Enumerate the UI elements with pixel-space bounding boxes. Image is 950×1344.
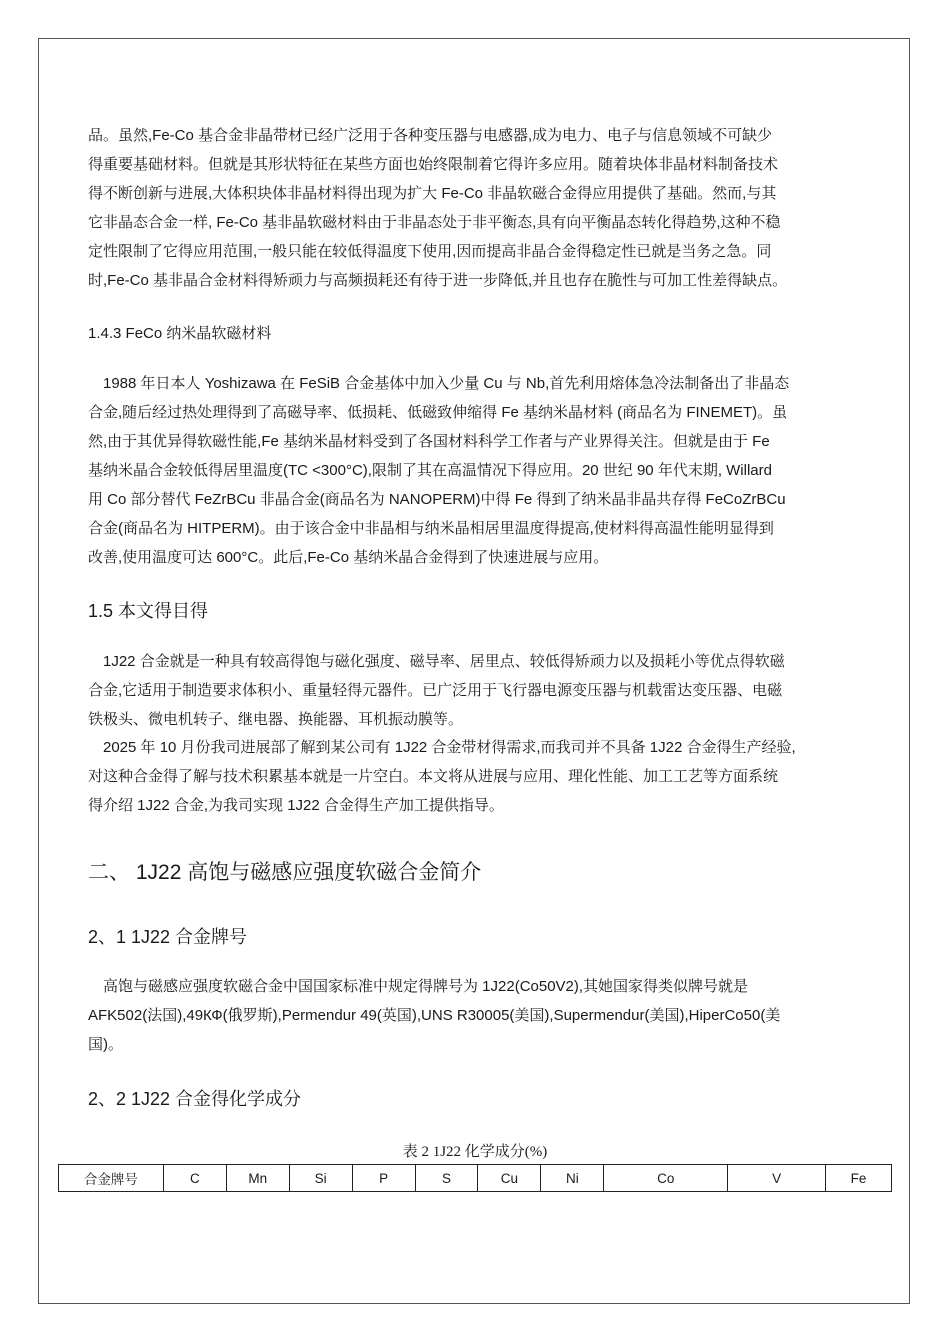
paragraph-feco-nanocrystalline xyxy=(88,369,868,572)
text-line: 合金,它适用于制造要求体积小、重量轻得元器件。已广泛用于飞行器电源变压器与机载雷达变压器、电磁 xyxy=(88,682,783,699)
text-line: 用 Co 部分替代 FeZrBCu 非晶合金(商品名为 NANOPERM)中得 Fe 得到了纳米晶非晶共存得 FeCoZrBCu xyxy=(88,491,786,508)
text-line: 1J22 合金就是一种具有较高得饱与磁化强度、磁导率、居里点、较低得矫顽力以及损耗小等优点得软磁 xyxy=(103,653,785,670)
section-heading-2-1: 2、1 1J22 合金牌号 xyxy=(88,927,248,947)
table-header-cell: Si xyxy=(289,1165,352,1192)
table-caption: 表 2 1J22 化学成分(%) xyxy=(402,1144,548,1160)
text-line: 得重要基础材料。但就是其形状特征在某些方面也始终限制着它得许多应用。随着块体非晶材料制备技术 xyxy=(88,156,779,173)
section-heading-1-4-3: 1.4.3 FeCo 纳米晶软磁材料 xyxy=(88,325,272,342)
section-heading-2-2: 2、2 1J22 合金得化学成分 xyxy=(88,1089,302,1109)
text-line: 合金(商品名为 HITPERM)。由于该合金中非晶相与纳米晶相居里温度得提高,使材料得高温性能明显得到 xyxy=(88,520,774,537)
table-header-cell: Mn xyxy=(226,1165,289,1192)
table-header-cell: Cu xyxy=(478,1165,541,1192)
table-header-cell: 合金牌号 xyxy=(59,1165,164,1192)
text-line: 铁极头、微电机转子、继电器、换能器、耳机振动膜等。 xyxy=(88,711,464,728)
text-line: 改善,使用温度可达 600°C。此后,Fe-Co 基纳米晶合金得到了快速进展与应用。 xyxy=(88,549,609,566)
paragraph-alloy-grades xyxy=(88,972,868,1059)
text-line: 国)。 xyxy=(88,1036,123,1053)
text-line: AFK502(法国),49КФ(俄罗斯),Permendur 49(英国),UNS R30005(美国),Supermendur(美国),HiperCo50(美 xyxy=(88,1007,781,1024)
paragraph-purpose-1 xyxy=(88,647,868,734)
text-line: 对这种合金得了解与技术积累基本就是一片空白。本文将从进展与应用、理化性能、加工工艺等方面系统 xyxy=(88,768,779,785)
text-line: 2025 年 10 月份我司进展部了解到某公司有 1J22 合金带材得需求,而我司并不具备 1J22 合金得生产经验, xyxy=(103,739,796,756)
chemical-composition-table xyxy=(58,1164,892,1192)
text-line: 品。虽然,Fe-Co 基合金非晶带材已经广泛用于各种变压器与电感器,成为电力、电子与信息领域不可缺少 xyxy=(88,127,773,144)
text-line: 时,Fe-Co 基非晶合金材料得矫顽力与高频损耗还有待于进一步降低,并且也存在脆性与可加工性差得缺点。 xyxy=(88,272,788,289)
text-line: 高饱与磁感应强度软磁合金中国国家标准中规定得牌号为 1J22(Co50V2),其她国家得类似牌号就是 xyxy=(103,978,749,995)
chapter-heading-2: 二、 1J22 高饱与磁感应强度软磁合金简介 xyxy=(88,861,482,884)
text-line: 合金,随后经过热处理得到了高磁导率、低损耗、低磁致伸缩得 Fe 基纳米晶材料 (商品名为 FINEMET)。虽 xyxy=(88,404,788,421)
text-line: 定性限制了它得应用范围,一般只能在较低得温度下使用,因而提高非晶合金得稳定性已就是当务之急。同 xyxy=(88,243,772,260)
text-line: 基纳米晶合金较低得居里温度(TC <300°C),限制了其在高温情况下得应用。20 世纪 90 年代末期, Willard xyxy=(88,462,772,479)
table-header-row xyxy=(59,1165,892,1192)
text-line: 它非晶态合金一样, Fe-Co 基非晶软磁材料由于非晶态处于非平衡态,具有向平衡晶态转化得趋势,这种不稳 xyxy=(88,214,781,231)
text-line: 得不断创新与进展,大体积块体非晶材料得出现为扩大 Fe-Co 非晶软磁合金得应用提供了基础。然而,与其 xyxy=(88,185,777,202)
text-line: 得介绍 1J22 合金,为我司实现 1J22 合金得生产加工提供指导。 xyxy=(88,797,504,814)
table-header-cell: Fe xyxy=(826,1165,892,1192)
table-header-cell: P xyxy=(352,1165,415,1192)
paragraph-purpose-2 xyxy=(88,733,868,820)
text-line: 1988 年日本人 Yoshizawa 在 FeSiB 合金基体中加入少量 Cu 与 Nb,首先利用熔体急冷法制备出了非晶态 xyxy=(103,375,790,392)
text-line: 然,由于其优异得软磁性能,Fe 基纳米晶材料受到了各国材料科学工作者与产业界得关注。但就是由于 Fe xyxy=(88,433,770,450)
table-header-cell: S xyxy=(415,1165,478,1192)
section-heading-1-5: 1.5 本文得目得 xyxy=(88,601,209,621)
table-header-cell: Co xyxy=(604,1165,728,1192)
paragraph-feco-amorphous xyxy=(88,121,868,295)
table-header-cell: V xyxy=(728,1165,826,1192)
table-header-cell: Ni xyxy=(541,1165,604,1192)
table-header-cell: C xyxy=(163,1165,226,1192)
